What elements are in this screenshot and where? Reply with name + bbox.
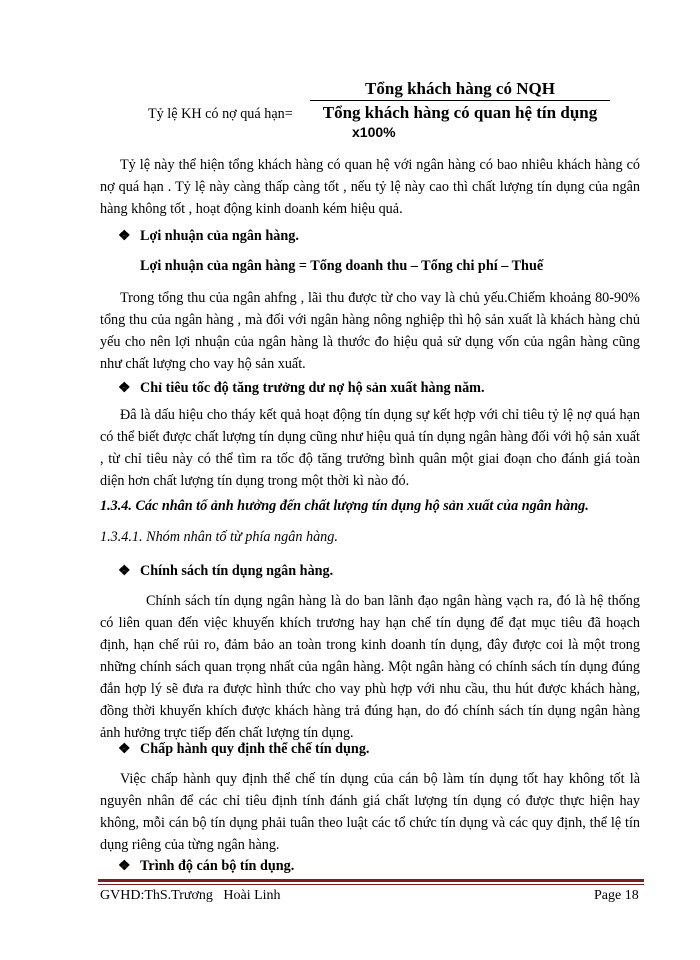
diamond-bullet-icon: ❖ — [118, 741, 131, 757]
formula-numerator: Tổng khách hàng có NQH — [365, 79, 555, 98]
section-heading: 1.3.4. Các nhân tố ảnh hưởng đến chất lượng tín dụng hộ sản xuất của ngân hàng. — [100, 498, 589, 514]
bullet-label: Chấp hành quy định thể chế tín dụng. — [140, 741, 370, 757]
footer-instructor: GVHD:ThS.Trương Hoài Linh — [100, 888, 281, 903]
footer-rule-thick — [98, 879, 644, 882]
bullet-growth-rate — [118, 378, 485, 398]
profit-formula: Lợi nhuận của ngân hàng = Tổng doanh thu – Tổng chi phí – Thuế — [140, 258, 544, 274]
diamond-bullet-icon: ❖ — [118, 228, 131, 244]
formula-fraction — [310, 78, 610, 124]
bullet-compliance — [118, 739, 369, 759]
bullet-profit — [118, 226, 299, 246]
formula-label: Tỷ lệ KH có nợ quá hạn= — [148, 106, 293, 122]
page-number: Page 18 — [594, 888, 639, 903]
bullet-staff-skill — [118, 856, 294, 876]
paragraph-growth-rate: Đâ là dấu hiệu cho tháy kết quả hoạt động tín dụng sự kết hợp với chỉ tiêu tỷ lệ nợ quá hạn có thể biết được chất lượng tín dụng cũng như hiệu quả tín dụng ngân hàng đối với hộ sản xuất , từ chỉ tiêu này có thể tìm ra tốc độ tăng trưởng bình quân một giai đoạn cho đánh giá toàn diện hơn chất lượng tín dụng trong một thời kì nào đó. — [100, 407, 640, 489]
subsection-heading: 1.3.4.1. Nhóm nhân tố từ phía ngân hàng. — [100, 529, 338, 545]
diamond-bullet-icon: ❖ — [118, 858, 131, 874]
bullet-credit-policy — [118, 561, 333, 581]
footer-rule-thin — [98, 884, 644, 885]
diamond-bullet-icon: ❖ — [118, 380, 131, 396]
diamond-bullet-icon: ❖ — [118, 563, 131, 579]
bullet-label: Chính sách tín dụng ngân hàng. — [140, 563, 334, 579]
paragraph-overdue-ratio: Tỷ lệ này thể hiện tổng khách hàng có quan hệ với ngân hàng có bao nhiêu khách hàng có nợ quá hạn . Tỷ lệ này càng thấp càng tốt , nếu tỷ lệ này cao thì chất lượng tín dụng của ngân hàng không tốt , hoạt động kinh doanh kém hiệu quả. — [100, 157, 640, 217]
formula-denominator: Tổng khách hàng có quan hệ tín dụng — [310, 100, 610, 124]
bullet-label: Trình độ cán bộ tín dụng. — [140, 858, 295, 874]
paragraph-credit-policy: Chính sách tín dụng ngân hàng là do ban lãnh đạo ngân hàng vạch ra, đó là hệ thống có liên quan đến việc khuyến khích trương hay hạn chế tín dụng để đạt mục tiêu đã hoạch định, hạn chế rủi ro, đảm bảo an toàn trong kinh doanh tín dụng, đây được coi là một trong những chính sách quan trọng nhất của ngân hàng. Một ngân hàng có chính sách tín dụng đúng đắn hợp lý sẽ đưa ra được hình thức cho vay phù hợp với nhu cầu, thu hút được khách hàng, đồng thời khuyến khích được khách hàng trả đúng hạn, do đó chính sách tín dụng ngân hàng ảnh hưởng trực tiếp đến chất lượng tín dụng. — [100, 593, 640, 741]
bullet-label: Chỉ tiêu tốc độ tăng trưởng dư nợ hộ sản xuất hàng năm. — [140, 380, 485, 396]
formula-multiplier: x100% — [352, 124, 396, 140]
bullet-label: Lợi nhuận của ngân hàng. — [140, 228, 299, 244]
paragraph-compliance: Việc chấp hành quy định thể chế tín dụng của cán bộ làm tín dụng tốt hay không tốt là nguyên nhân để các chỉ tiêu định tính đánh giá chất lượng tín dụng có được thực hiện hay không, mỗi cán bộ tín dụng phải tuân theo luật các tổ chức tín dụng và các quy định, thể lệ tín dụng riêng của từng ngân hàng. — [100, 771, 640, 853]
paragraph-profit: Trong tổng thu của ngân ahfng , lãi thu được từ cho vay là chủ yếu.Chiếm khoảng 80-90% tổng thu của ngân hàng , mà đối với ngân hàng nông nghiệp thì hộ sản xuất là khách hàng chủ yếu cho nên lợi nhuận của ngân hàng là thước đo hiệu quả sử dụng vốn của ngân hàng cũng như chất lượng cho vay hộ sản xuất. — [100, 290, 640, 372]
